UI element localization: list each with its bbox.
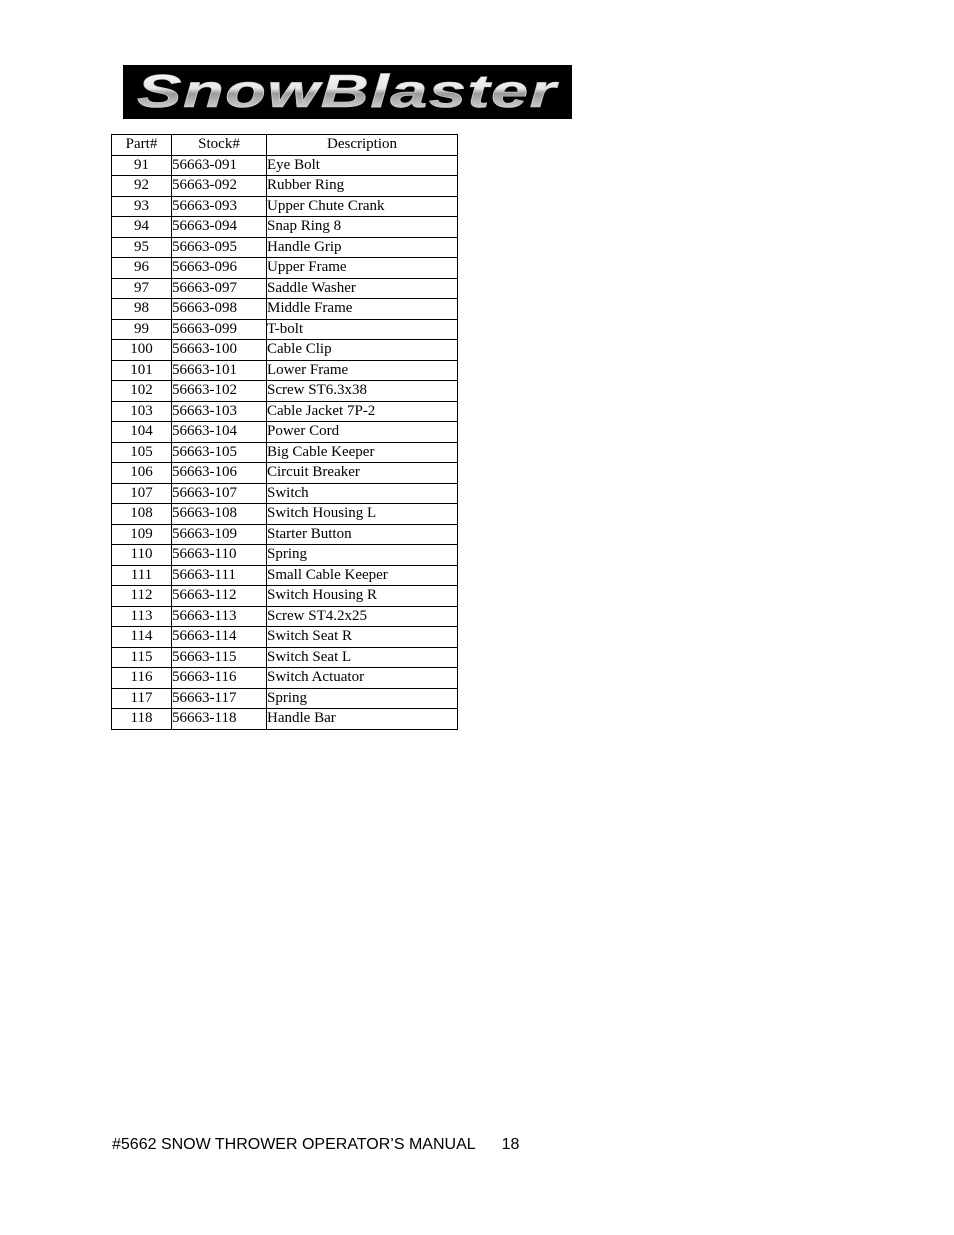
table-row — [112, 442, 458, 463]
parts-table — [111, 134, 458, 730]
stock-cell: 56663-115 — [172, 647, 267, 668]
description-cell: Lower Frame — [267, 360, 458, 381]
description-cell: Cable Jacket 7P-2 — [267, 401, 458, 422]
stock-cell: 56663-110 — [172, 545, 267, 566]
part-cell: 92 — [112, 176, 172, 197]
part-cell: 103 — [112, 401, 172, 422]
table-row — [112, 155, 458, 176]
description-cell: Upper Frame — [267, 258, 458, 279]
part-cell: 91 — [112, 155, 172, 176]
part-cell: 96 — [112, 258, 172, 279]
description-cell: Power Cord — [267, 422, 458, 443]
table-row — [112, 196, 458, 217]
description-cell: Small Cable Keeper — [267, 565, 458, 586]
page-footer — [112, 1136, 519, 1154]
part-cell: 98 — [112, 299, 172, 320]
header-description: Description — [267, 135, 458, 156]
part-cell: 95 — [112, 237, 172, 258]
table-row — [112, 586, 458, 607]
part-cell: 117 — [112, 688, 172, 709]
description-cell: Cable Clip — [267, 340, 458, 361]
part-cell: 105 — [112, 442, 172, 463]
table-header-row — [112, 135, 458, 156]
table-row — [112, 627, 458, 648]
table-row — [112, 422, 458, 443]
table-row — [112, 606, 458, 627]
description-cell: Starter Button — [267, 524, 458, 545]
description-cell: Snap Ring 8 — [267, 217, 458, 238]
table-row — [112, 647, 458, 668]
part-cell: 111 — [112, 565, 172, 586]
stock-cell: 56663-116 — [172, 668, 267, 689]
table-row — [112, 340, 458, 361]
part-cell: 116 — [112, 668, 172, 689]
description-cell: Handle Grip — [267, 237, 458, 258]
stock-cell: 56663-091 — [172, 155, 267, 176]
table-row — [112, 217, 458, 238]
stock-cell: 56663-096 — [172, 258, 267, 279]
part-cell: 118 — [112, 709, 172, 730]
part-cell: 112 — [112, 586, 172, 607]
table-row — [112, 360, 458, 381]
stock-cell: 56663-101 — [172, 360, 267, 381]
part-cell: 113 — [112, 606, 172, 627]
part-cell: 106 — [112, 463, 172, 484]
stock-cell: 56663-100 — [172, 340, 267, 361]
table-row — [112, 237, 458, 258]
description-cell: Handle Bar — [267, 709, 458, 730]
table-row — [112, 483, 458, 504]
description-cell: Big Cable Keeper — [267, 442, 458, 463]
part-cell: 97 — [112, 278, 172, 299]
description-cell: Spring — [267, 545, 458, 566]
table-row — [112, 401, 458, 422]
table-row — [112, 278, 458, 299]
stock-cell: 56663-112 — [172, 586, 267, 607]
stock-cell: 56663-113 — [172, 606, 267, 627]
description-cell: Spring — [267, 688, 458, 709]
description-cell: Circuit Breaker — [267, 463, 458, 484]
stock-cell: 56663-104 — [172, 422, 267, 443]
table-row — [112, 565, 458, 586]
part-cell: 107 — [112, 483, 172, 504]
description-cell: Screw ST4.2x25 — [267, 606, 458, 627]
description-cell: Switch Housing L — [267, 504, 458, 525]
table-row — [112, 688, 458, 709]
parts-table-body — [112, 155, 458, 729]
header-part: Part# — [112, 135, 172, 156]
stock-cell: 56663-107 — [172, 483, 267, 504]
description-cell: Middle Frame — [267, 299, 458, 320]
stock-cell: 56663-102 — [172, 381, 267, 402]
table-row — [112, 381, 458, 402]
part-cell: 104 — [112, 422, 172, 443]
stock-cell: 56663-105 — [172, 442, 267, 463]
part-cell: 100 — [112, 340, 172, 361]
page-number: 18 — [501, 1136, 520, 1153]
description-cell: Switch Seat L — [267, 647, 458, 668]
part-cell: 101 — [112, 360, 172, 381]
description-cell: Upper Chute Crank — [267, 196, 458, 217]
table-row — [112, 176, 458, 197]
stock-cell: 56663-093 — [172, 196, 267, 217]
table-row — [112, 668, 458, 689]
table-row — [112, 299, 458, 320]
table-row — [112, 258, 458, 279]
stock-cell: 56663-094 — [172, 217, 267, 238]
stock-cell: 56663-092 — [172, 176, 267, 197]
part-cell: 110 — [112, 545, 172, 566]
stock-cell: 56663-106 — [172, 463, 267, 484]
description-cell: T-bolt — [267, 319, 458, 340]
part-cell: 93 — [112, 196, 172, 217]
description-cell: Saddle Washer — [267, 278, 458, 299]
manual-title: #5662 SNOW THROWER OPERATOR’S MANUAL — [112, 1136, 476, 1153]
stock-cell: 56663-111 — [172, 565, 267, 586]
part-cell: 108 — [112, 504, 172, 525]
part-cell: 94 — [112, 217, 172, 238]
stock-cell: 56663-095 — [172, 237, 267, 258]
part-cell: 114 — [112, 627, 172, 648]
stock-cell: 56663-117 — [172, 688, 267, 709]
stock-cell: 56663-099 — [172, 319, 267, 340]
stock-cell: 56663-114 — [172, 627, 267, 648]
description-cell: Switch Housing R — [267, 586, 458, 607]
table-row — [112, 319, 458, 340]
stock-cell: 56663-108 — [172, 504, 267, 525]
stock-cell: 56663-103 — [172, 401, 267, 422]
header-stock: Stock# — [172, 135, 267, 156]
part-cell: 115 — [112, 647, 172, 668]
description-cell: Rubber Ring — [267, 176, 458, 197]
part-cell: 102 — [112, 381, 172, 402]
stock-cell: 56663-118 — [172, 709, 267, 730]
table-row — [112, 504, 458, 525]
description-cell: Eye Bolt — [267, 155, 458, 176]
stock-cell: 56663-098 — [172, 299, 267, 320]
description-cell: Switch — [267, 483, 458, 504]
description-cell: Switch Actuator — [267, 668, 458, 689]
table-row — [112, 545, 458, 566]
logo-wordmark: SnowBlaster — [137, 65, 559, 117]
stock-cell: 56663-097 — [172, 278, 267, 299]
description-cell: Screw ST6.3x38 — [267, 381, 458, 402]
table-row — [112, 524, 458, 545]
part-cell: 109 — [112, 524, 172, 545]
description-cell: Switch Seat R — [267, 627, 458, 648]
table-row — [112, 709, 458, 730]
stock-cell: 56663-109 — [172, 524, 267, 545]
table-row — [112, 463, 458, 484]
part-cell: 99 — [112, 319, 172, 340]
snowblaster-logo — [123, 65, 572, 119]
